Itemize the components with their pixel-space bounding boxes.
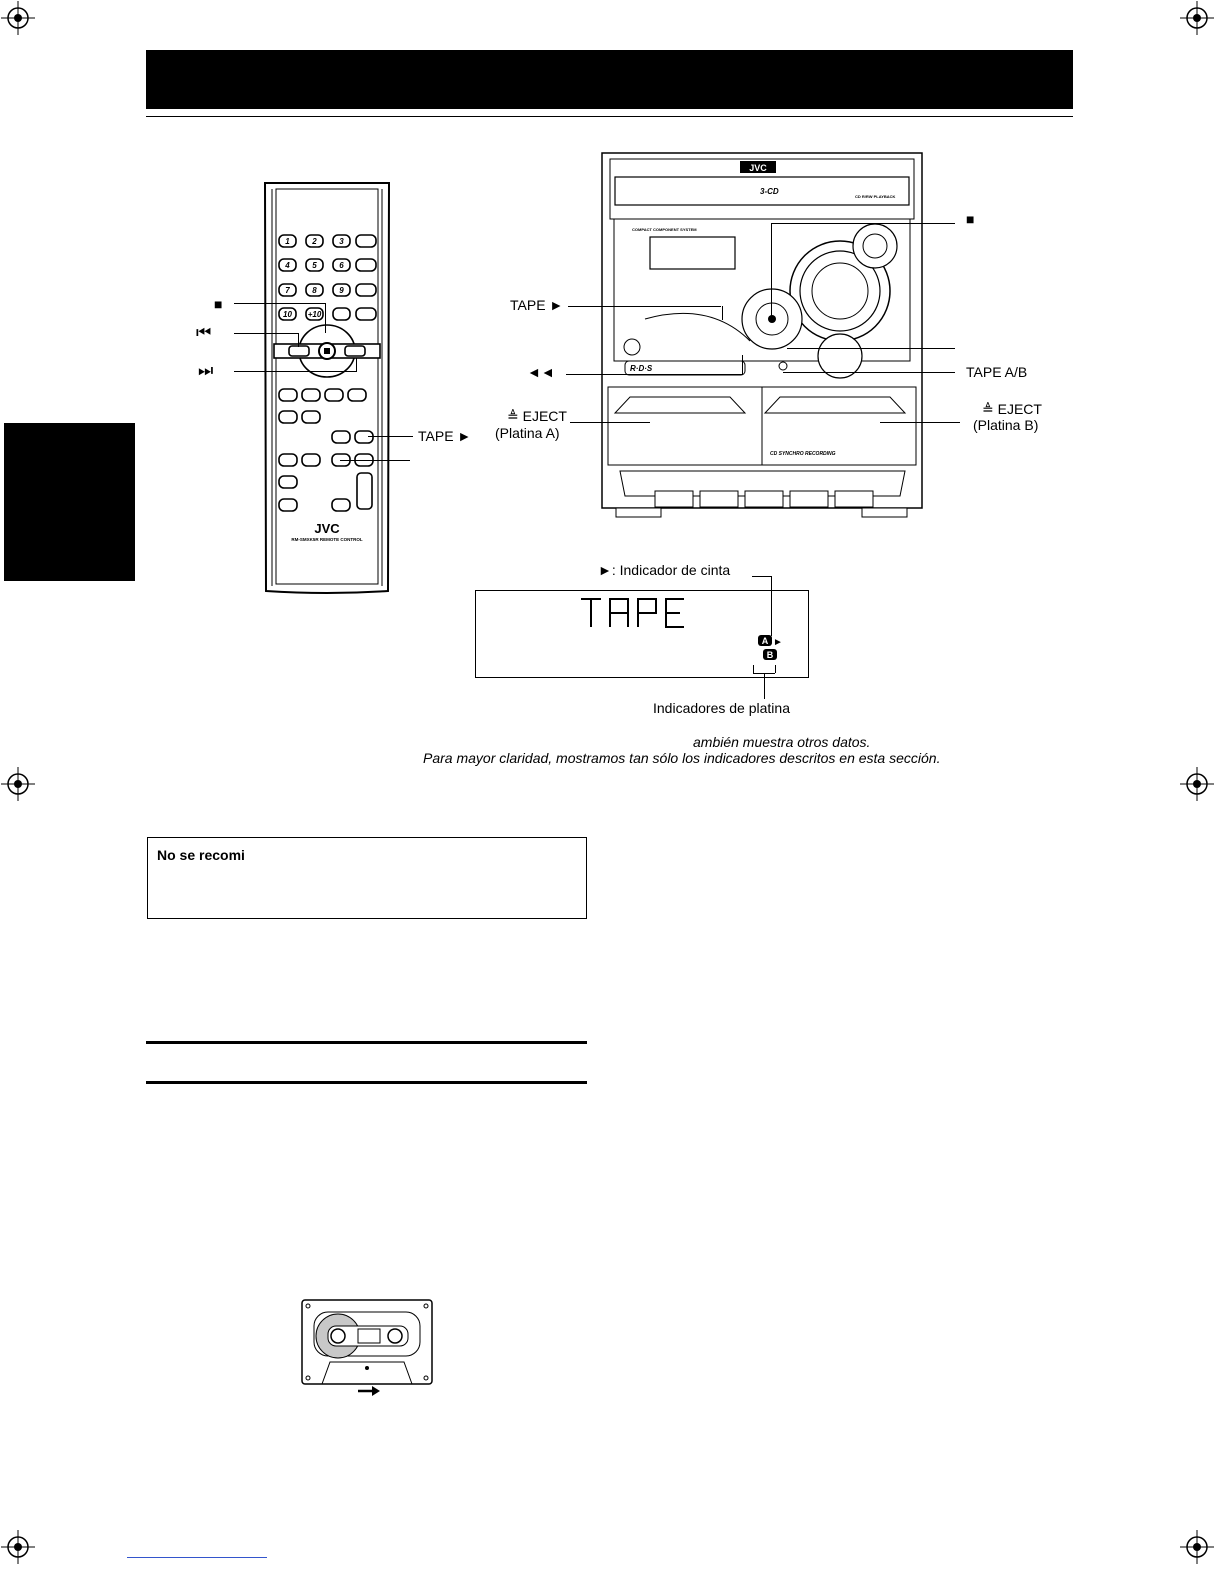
deck-indicators-leader (764, 673, 765, 699)
deck-b-indicator: B (766, 650, 774, 660)
remote-key-5: 5 (312, 261, 317, 270)
display-text: TAPE (576, 595, 579, 596)
remote-next-label: ⏭ (198, 361, 214, 380)
unit-play-leader (787, 348, 955, 349)
unit-cd-text: CD R/RW PLAYBACK (855, 194, 896, 199)
unit-eject-a-leader (570, 422, 650, 423)
deck-bracket-right (775, 665, 776, 673)
remote-key-plus10: +10 (307, 310, 322, 319)
unit-eject-b-label: ≜ EJECT (982, 401, 1042, 417)
remote-tape-leader-2 (340, 460, 410, 461)
section-rule-top (146, 1041, 587, 1044)
unit-stop-leader (771, 223, 955, 224)
unit-tape-ab-leader (783, 372, 955, 373)
unit-rewind-label: ◄◄ (527, 364, 555, 380)
remote-key-2: 2 (312, 237, 317, 246)
footer-link-underline (127, 1557, 267, 1558)
remote-key-3: 3 (339, 237, 344, 246)
side-tab (4, 423, 135, 581)
unit-eject-b-sublabel: (Platina B) (973, 417, 1039, 433)
remote-key-8: 8 (312, 286, 317, 295)
registration-mark-top-right (1180, 1, 1214, 35)
remote-model-text: RM-SMXK5R REMOTE CONTROL (291, 537, 363, 542)
remote-key-1: 1 (285, 237, 290, 246)
unit-eject-b-leader (880, 422, 960, 423)
unit-rewind-leader-v (742, 355, 743, 375)
unit-tape-ab-label: TAPE A/B (966, 364, 1028, 380)
registration-mark-mid-right (1180, 767, 1214, 801)
tape-indicator-leader (752, 576, 772, 577)
remote-brand-logo: JVC (314, 521, 340, 536)
unit-stop-label: ■ (966, 211, 975, 227)
unit-rewind-leader (566, 374, 743, 375)
deck-indicators-icon (756, 633, 784, 665)
registration-mark-bottom-right (1180, 1530, 1214, 1564)
display-tape-segments (576, 595, 696, 631)
unit-brand-logo: JVC (749, 163, 767, 173)
unit-system-text: COMPACT COMPONENT SYSTEM (632, 227, 697, 232)
remote-next-leader (234, 371, 357, 372)
main-unit-illustration (600, 151, 925, 521)
remote-prev-leader (234, 333, 299, 334)
header-rule (146, 116, 1073, 117)
remote-next-leader-v (356, 358, 357, 372)
remote-tape-leader (368, 436, 413, 437)
note-title: No se recomi (157, 847, 245, 863)
caption-line-2: Para mayor claridad, mostramos tan sólo los indicadores descritos en esta sección. (423, 750, 941, 766)
tape-indicator-label: ►: Indicador de cinta (598, 562, 731, 578)
deck-bracket-left (753, 665, 754, 673)
remote-key-10: 10 (283, 310, 292, 319)
unit-rds-logo: R·D·S (630, 364, 653, 373)
unit-tape-leader (568, 306, 721, 307)
unit-cd-badge: 3-CD (760, 187, 779, 196)
remote-tape-label: TAPE ► (418, 428, 472, 444)
tape-display (475, 590, 809, 678)
remote-key-6: 6 (339, 261, 344, 270)
unit-tape-leader-v (722, 306, 723, 320)
remote-prev-label: ⏮ (196, 323, 212, 342)
unit-tape-label: TAPE ► (510, 297, 564, 313)
unit-eject-a-label: ≜ EJECT (507, 408, 567, 424)
cassette-icon (300, 1298, 436, 1398)
deck-a-indicator: A (761, 636, 769, 646)
remote-control-illustration (262, 181, 392, 596)
unit-deck-b-text: CD SYNCHRO RECORDING (770, 451, 836, 457)
remote-key-7: 7 (285, 286, 290, 295)
caption-line-1: ambién muestra otros datos. (693, 734, 871, 750)
registration-mark-mid-left (1, 767, 35, 801)
note-box (147, 837, 587, 919)
header-bar (146, 50, 1073, 109)
unit-eject-a-sublabel: (Platina A) (495, 425, 560, 441)
section-rule-bottom (146, 1081, 587, 1084)
registration-mark-top-left (1, 1, 35, 35)
remote-key-9: 9 (339, 286, 344, 295)
registration-mark-bottom-left (1, 1530, 35, 1564)
remote-stop-leader-v (325, 303, 326, 333)
tape-direction-indicator: ► (773, 637, 783, 648)
remote-key-4: 4 (285, 261, 290, 270)
unit-stop-leader-v (771, 223, 772, 318)
remote-stop-leader (234, 303, 326, 304)
deck-indicators-label: Indicadores de platina (653, 700, 790, 716)
remote-stop-label: ■ (214, 296, 223, 312)
remote-prev-leader-v (298, 333, 299, 347)
